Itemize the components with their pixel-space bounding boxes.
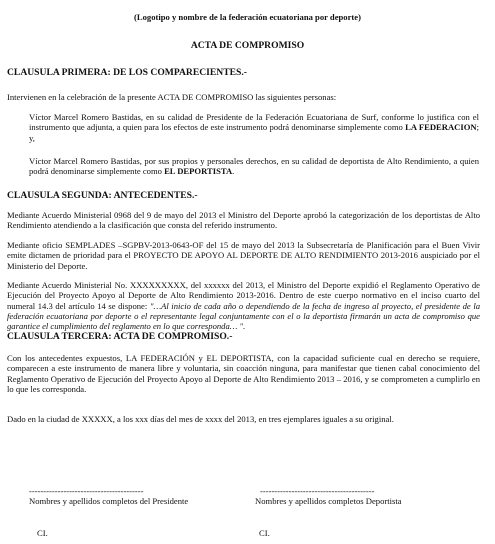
- compareciente-deportista: Víctor Marcel Romero Bastidas, por sus propios y personales derechos, en su calidad de deportista de Alto Rendimiento, a quien podrá denominarse simplemente como EL DEPORTISTA.: [29, 156, 479, 177]
- signature-label-president: Nombres y apellidos completos del Presidente: [29, 496, 189, 506]
- date-place-paragraph: Dado en la ciudad de XXXXX, a los xxx días del mes de xxxx del 2013, en tres ejemplares iguales a su original.: [7, 414, 394, 424]
- clause-two-heading: CLAUSULA SEGUNDA: ANTECEDENTES.-: [7, 190, 198, 201]
- clause-three-heading: CLAUSULA TERCERA: ACTA DE COMPROMISO.-: [7, 331, 233, 342]
- ci-left: CI.: [37, 528, 48, 538]
- antecedent-paragraph-2: Mediante oficio SEMPLADES –SGPBV-2013-0643-OF del 15 de mayo del 2013 la Subsecretaría de Planificación para el Buen Vivir emite dictamen de prioridad para el PROYECTO DE APOYO AL DEPORTE DE ALTO RENDIMIENTO 2013-2016 auspiciado por el Ministerio del Deporte.: [7, 240, 480, 271]
- document-title: ACTA DE COMPROMISO: [190, 40, 305, 51]
- ci-right: CI.: [259, 528, 270, 538]
- antecedent-paragraph-1: Mediante Acuerdo Ministerial 0968 del 9 de mayo del 2013 el Ministro del Deporte aprobó la categorización de los deportistas de Alto Rendimiento atendiendo a la clasificación que consta del referido instrumento.: [7, 210, 480, 231]
- clause-one-intro: Intervienen en la celebración de la presente ACTA DE COMPROMISO las siguientes personas:: [7, 92, 337, 102]
- clause-one-heading: CLAUSULA PRIMERA: DE LOS COMPARECIENTES.-: [7, 67, 247, 78]
- signature-label-deportista: Nombres y apellidos completos Deportista: [255, 496, 402, 506]
- commitment-paragraph: Con los antecedentes expuestos, LA FEDERACIÓN y EL DEPORTISTA, con la capacidad suficiente cual en derecho se requiere, comparecen a este instrumento de manera libre y voluntaria, sin coacción ninguna, para manifestar que tienen cabal conocimiento del Reglamento Operativo de Ejecución del Proyecto Apoyo al Deporte de Alto Rendimiento 2013 – 2016, y se comprometen a cumplirlo en lo que les corresponda.: [7, 353, 480, 394]
- signature-line-left: ----------------------------------------: [29, 486, 144, 496]
- logo-placeholder-caption: (Logotipo y nombre de la federación ecuatoriana por deporte): [134, 12, 361, 22]
- signature-line-right: ----------------------------------------: [260, 486, 375, 496]
- compareciente-federacion: Víctor Marcel Romero Bastidas, en su calidad de Presidente de la Federación Ecuatoriana de Surf, conforme lo justifica con el instrumento que adjunta, a quien para los efectos de este instrumento podrá denominarse simplemente como LA FEDERACION; y,: [29, 112, 479, 143]
- antecedent-paragraph-3: Mediante Acuerdo Ministerial No. XXXXXXXXX, del xxxxxx del 2013, el Ministro del Deporte expidió el Reglamento Operativo de Ejecución del Proyecto Apoyo al Deporte de Alto Rendimiento 2013-2016. Dentro de este cuerpo normativo en el inciso cuarto del numeral 14.3 del artículo 14 se dispone: "…Al inicio de cada año o dependiendo de la fecha de ingreso al proyecto, el presidente de la federación ecuatoriana por deporte o el representante legal conjuntamente con el o la deportista firmarán un acta de compromiso que garantice el cumplimiento del reglamento en lo que corresponda… ".: [7, 280, 480, 332]
